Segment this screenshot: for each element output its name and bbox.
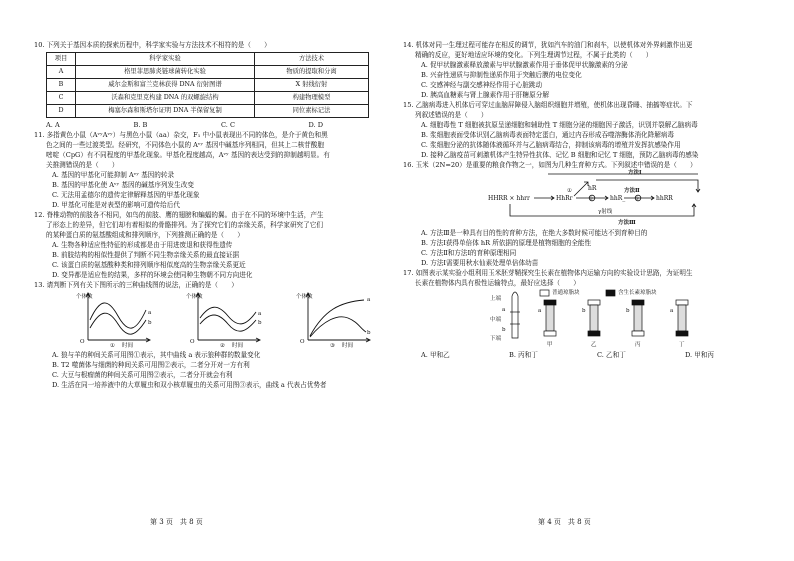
option: B. T2 噬菌体与细菌的种间关系可用图②表示，二者分开对一方有利 [52,361,250,369]
table-cell: 物质的提取和分离 [255,66,369,79]
q14-line: 14. 机体对同一生理过程可能存在相反的调节，犹如汽车的油门和刹车，以使机体对外界刺激作出更 [403,41,693,49]
curve-b-label: b [258,320,262,326]
option: D. 甲和丙 [685,351,715,359]
curve-a-label: a [148,310,152,316]
q16-stem: 16. 玉米（2N=20）是重要的粮食作物之一，如图为几种生育种方式。下列叙述中错误的是（ ） [403,161,697,169]
q11-line: 11. 多指黄色小鼠（AᵛʸAᵛʸ）与黑色小鼠（aa）杂交，F₁ 中小鼠表现出不同的体色，是介于黄色和黑 [34,131,328,139]
group-label: 丁 [679,342,685,348]
curve-b-label: b [367,330,371,336]
method-3-label: 方法Ⅲ [618,220,636,226]
coleoptile [512,292,518,338]
curve-a-label: a [258,311,262,317]
q11-line: 关推测错误的是（ ） [46,161,119,169]
haploid-genotype: hR [588,185,597,192]
parent-cross: HHRR × hhrr [488,195,530,202]
step-label: ③ [635,197,640,202]
curve-b [310,317,366,337]
option: A. 狼与羊的种间关系可用图①表示，其中曲线 a 表示狼种群的数量变化 [52,351,261,359]
graph-number: ② [220,343,225,349]
legend-auxin-agar: 含生长素琼脂块 [618,290,657,296]
segment-label: b [582,308,586,314]
right-column [403,40,773,360]
segment-label: a [538,308,542,314]
graph-xlabel: 时间 [232,343,244,349]
page-footer-left: 第 3 页 共 8 页 [150,518,203,526]
group-label: 乙 [591,342,597,348]
step-label: ① [567,188,572,194]
option: C. 方法Ⅱ和方法Ⅰ的育种原理相同 [421,249,517,257]
option: D. 接种乙脑疫苗可刺激机体产生特异性抗体、记忆 B 细胞和记忆 T 细胞，预防乙脑病毒的感染 [421,151,699,159]
table-row [47,79,369,92]
f1-genotype: HhRr [556,195,573,202]
q17-line: 长素在植物体内具有极性运输特点，最好应选择（ ） [415,279,580,287]
option: B. 基因的甲基化使 Aᵛʸ 基因的碱基序列发生改变 [52,181,194,189]
option: C. 浆细胞分泌的抗体随体液循环并与乙脑病毒结合，抑制该病毒的增殖并发挥抗感染作用 [421,141,681,149]
table-cell: 科学家实验 [76,53,255,66]
option: B. 兴奋性递质与抑制性递质作用于突触后膜的电位变化 [421,71,582,79]
graph-origin: O [80,339,85,345]
graph-xlabel: 时间 [342,343,354,349]
table-cell: 沃森和克里克构建 DNA 的双螺旋结构 [76,92,255,105]
option: A. A [46,121,60,129]
table-header-row [47,53,369,66]
table-row [47,105,369,118]
option: D. D [308,121,324,129]
q14-line: 精确的反应，更好地适应环境的变化。下列生理调节过程，不属于此类的（ ） [415,51,653,59]
curve-a [200,307,256,324]
option: C. C [221,121,236,129]
q11-line: 嘧啶（CpG）有不同程度的甲基化现象。甲基化程度越高，Aᵛʸ 基因的表达受到的抑制越明显。有 [46,151,330,159]
table-cell: 构建物理模型 [255,92,369,105]
auxin-agar-swatch [606,290,615,296]
table-cell: D [47,105,76,118]
plain-agar-swatch [540,290,549,296]
option: D. 变异都是适应性的结果，多样的环境会使同种生物朝不同方向进化 [52,271,253,279]
segment-label: b [626,308,630,314]
table-cell: X 射线衍射 [255,79,369,92]
option: D. 甲基化可能是对表型的影响可遗传给后代 [52,201,180,209]
q10-table [46,52,369,118]
table-cell: 威尔金斯和富兰克林获得 DNA 衍射图谱 [76,79,255,92]
left-column [34,40,396,390]
q17-line: 17. 如图表示某实验小组利用玉米胚芽鞘探究生长素在植物体内运输方向的实验设计思路，为证明生 [403,269,693,277]
option: D. 生活在同一培养液中的大草履虫和双小核草履虫的关系可用图③表示，曲线 a 代表占优势者 [52,381,327,389]
q10-options [34,120,396,130]
q13-graphs [74,290,396,350]
q12-line: 的某种蛋白质的氨基酸组成和排列顺序，下列推测正确的是（ ） [46,231,244,239]
x-axis [308,338,370,342]
q11-line: 色之间的一些过渡类型。经研究，不同体色小鼠的 Aᵛʸ 基因中碱基序列相同，但其上二核苷酸胞 [46,141,324,149]
arrow [574,182,588,196]
option: A. 基因的甲基化可能抑制 Aᵛʸ 基因的转录 [52,171,175,179]
arrow [534,196,554,200]
option: B. 前肢结构的相似性提供了判断不同生物亲缘关系的最直接证据 [52,251,240,259]
page-footer-right: 第 4 页 共 8 页 [538,518,591,526]
option: A. 甲和乙 [421,351,450,359]
graph-ylabel: 个体数 [76,294,93,300]
graph-ylabel: 个体数 [296,294,313,300]
option: C. 乙和丁 [597,351,626,359]
graph-number: ① [110,343,115,349]
graph-ylabel: 个体数 [186,294,203,300]
breeding-diagram [488,170,773,228]
q15-line: 列叙述错误的是（ ） [415,111,488,119]
coleoptile-figure [488,288,773,350]
option: A. 方法Ⅲ是一种具有目的性的育种方法，在绝大多数时候可能达不到育种目的 [421,229,648,237]
segment-label: a [670,308,674,314]
option: B. 方法Ⅰ获得单倍体 hR 所依据的原理是植物细胞的全能性 [421,239,592,247]
table-row [47,66,369,79]
table-cell: B [47,79,76,92]
table-cell: 格里菲思肺炎链球菌转化实验 [76,66,255,79]
q12-line: 了形态上的差异，但它们却有着相似的骨骼排列。为了探究它们的亲缘关系，科学家研究了它们 [46,221,323,229]
curve-a [310,300,364,336]
method-1-label: 方法Ⅰ [628,170,642,176]
graph-origin: O [300,339,305,345]
f2-genotype: hhR_ [610,195,626,202]
q17-options [403,350,773,360]
group-label: 甲 [547,342,553,348]
curve-b-label: b [148,320,152,326]
group-label: 丙 [635,342,641,348]
result-genotype: hhRR [656,195,673,202]
end-label: 下端 [490,336,502,342]
option: D. 胰高血糖素与肾上腺素作用于肝糖原分解 [421,91,549,99]
option: C. 该蛋白质的氨基酸种类和排列顺序相似度高的生物亲缘关系更近 [52,261,246,269]
option: C. 大豆与根瘤菌的种间关系可用图②表示，二者分开就会有利 [52,371,233,379]
graph-number: ③ [330,343,335,349]
end-label: 中端 [490,317,502,323]
end-label: 上端 [490,296,502,302]
q15-line: 15. 乙脑病毒进入机体后可穿过血脑屏障侵入脑组织细胞并增殖，使机体出现昏睡、抽搐等症状。下 [403,101,693,109]
x-axis [88,338,150,342]
method-2-label: 方法Ⅱ [624,188,640,194]
end-label: b [502,327,506,333]
option: A. 生物各种适应性特征的形成都是由于用进废退和获得性遗传 [52,241,233,249]
step-label: ② [589,197,594,202]
q13-stem: 13. 请判断下列有关下图所示的三种曲线图的说法，正确的是（ ） [34,281,238,289]
q12-line: 12. 脊椎动物的前肢各不相同，如鸟的前肢、鹰的翅膀和蝙蝠的翼。由于在不同的环境中生活，产生 [34,211,324,219]
legend-plain-agar: 普通琼脂块 [552,290,580,296]
end-label: a [502,307,506,313]
option: B. 浆细胞表面受体识别乙脑病毒表面特定蛋白，通过内吞形成吞噬溶酶体消化降解病毒 [421,131,675,139]
option: A. 细胞毒性 T 细胞被抗原呈递细胞和辅助性 T 细胞分泌的细胞因子激活，识别并裂解乙脑病毒 [421,121,698,129]
table-row [47,92,369,105]
curve-b [200,315,256,331]
x-axis [198,338,260,342]
table-cell: A [47,66,76,79]
table-cell: 梅塞尔森和斯塔尔证明 DNA 半保留复制 [76,105,255,118]
arrow [596,180,700,192]
option: A. 促甲状腺激素释放激素与甲状腺激素作用于垂体促甲状腺激素的分泌 [421,61,628,69]
gamma-ray-label: γ射线 [598,209,613,215]
q10-stem: 10. 下列关于基因本质的探索历程中，科学家实验与方法技术不相符的是（ ） [34,41,271,49]
graph-xlabel: 时间 [122,343,134,349]
option: D. 方法Ⅰ需要用秋水仙素处理单倍体幼苗 [421,259,539,267]
option: C. 无法用孟德尔的遗传定律解释基因的甲基化现象 [52,191,200,199]
option: C. 交感神经与副交感神经作用于心脏跳动 [421,81,543,89]
option: B. B [133,121,148,129]
table-cell: C [47,92,76,105]
curve-a-label: a [367,297,371,303]
table-cell: 同位素标记法 [255,105,369,118]
graph-origin: O [190,339,195,345]
table-cell: 项目 [47,53,76,66]
option: B. 丙和丁 [509,351,538,359]
table-cell: 方法技术 [255,53,369,66]
